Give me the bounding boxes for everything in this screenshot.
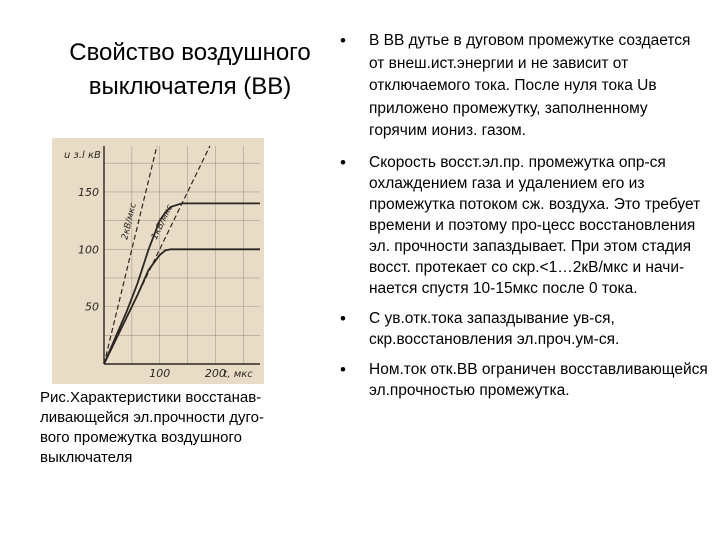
series-label: 2кВ/мкс [120,201,139,241]
series-line-4 [104,146,210,364]
y-tick-label: 50 [85,300,99,314]
figure-caption: Рис.Характеристики восстанав-ливающейся эл.прочности дуго-вого промежутка воздушного выключателя [40,389,265,466]
x-tick-label: 200 [204,367,226,380]
figure-scan [52,138,264,384]
x-axis-label: t, мкс [223,369,253,380]
title-line-1: Свойство воздушного [69,39,311,66]
y-tick-label: 100 [78,243,99,257]
series-label: 1кВ/мкс [149,203,176,242]
bullet-item: • С ув.отк.тока запаздывание ув-ся, скр.восстановления эл.проч.ум-ся. [340,308,710,350]
y-axis-label: u з.l кВ [64,150,101,161]
bullet-item: • Скорость восст.эл.пр. промежутка опр-ся охлаждением газа и удалением его из промежутка потоком сж. воздуха. Это требует времени и поэтому про-цесс восстановления эл. прочности запаздывает. При этом стадия восст. протекает со скр.<1…2кВ/мкс и начи-нается спустя 10-15мкс после 0 тока. [340,152,710,299]
y-tick-label: 150 [78,185,99,199]
bullet-list [340,30,710,410]
recovery-strength-chart [52,138,264,384]
bullet-item: • Ном.ток отк.ВВ ограничен восставливающейся эл.прочностью промежутка. [340,359,710,401]
x-tick-label: 100 [149,367,171,380]
title-line-2: выключателя (ВВ) [88,73,292,100]
bullet-item: • В ВВ дутье в дуговом промежутке создается от внеш.ист.энергии и не зависит от отключаемого тока. После нуля тока Uв приложено промежутку, заполненному горячим иониз. газом. [340,30,710,143]
series-line-3 [104,146,157,364]
slide-title [40,36,340,104]
